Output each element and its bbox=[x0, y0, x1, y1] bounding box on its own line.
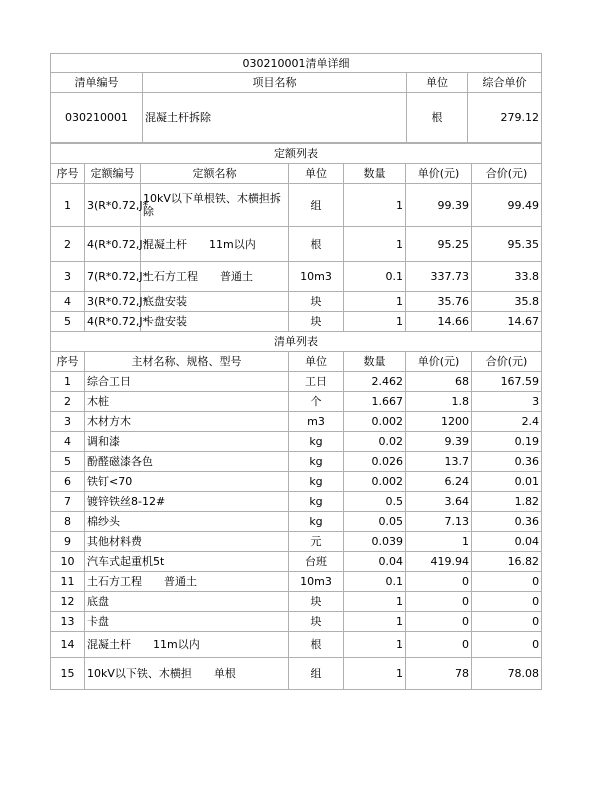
material-qty: 0.002 bbox=[344, 412, 406, 432]
material-row bbox=[51, 572, 542, 592]
material-unit: 块 bbox=[289, 592, 344, 612]
material-qty: 0.04 bbox=[344, 552, 406, 572]
material-name: 木桩 bbox=[85, 392, 289, 412]
material-unit: 台班 bbox=[289, 552, 344, 572]
material-total: 1.82 bbox=[472, 492, 542, 512]
material-qty: 0.5 bbox=[344, 492, 406, 512]
material-row bbox=[51, 552, 542, 572]
row-number: 5 bbox=[51, 452, 85, 472]
material-total: 0.36 bbox=[472, 512, 542, 532]
code-label: 清单编号 bbox=[51, 73, 143, 93]
material-row bbox=[51, 532, 542, 552]
quota-total: 95.35 bbox=[472, 227, 542, 262]
column-header: 序号 bbox=[51, 352, 85, 372]
material-qty: 0.05 bbox=[344, 512, 406, 532]
material-name: 酚醛磁漆各色 bbox=[85, 452, 289, 472]
header-table bbox=[50, 53, 542, 143]
quota-price: 14.66 bbox=[406, 312, 472, 332]
quota-unit: 块 bbox=[289, 312, 344, 332]
material-row bbox=[51, 472, 542, 492]
column-header: 单位 bbox=[289, 352, 344, 372]
row-number: 14 bbox=[51, 632, 85, 658]
quota-name: 土石方工程 普通土 bbox=[141, 262, 289, 292]
material-total: 78.08 bbox=[472, 658, 542, 690]
material-qty: 0.002 bbox=[344, 472, 406, 492]
material-price: 1 bbox=[406, 532, 472, 552]
material-name: 土石方工程 普通土 bbox=[85, 572, 289, 592]
row-number: 11 bbox=[51, 572, 85, 592]
materials-table bbox=[50, 331, 542, 690]
material-qty: 1 bbox=[344, 592, 406, 612]
quota-qty: 0.1 bbox=[344, 262, 406, 292]
material-row bbox=[51, 372, 542, 392]
material-total: 0.04 bbox=[472, 532, 542, 552]
material-name: 其他材料费 bbox=[85, 532, 289, 552]
column-header: 数量 bbox=[344, 164, 406, 184]
material-total: 0 bbox=[472, 572, 542, 592]
material-name: 底盘 bbox=[85, 592, 289, 612]
material-total: 167.59 bbox=[472, 372, 542, 392]
material-price: 1200 bbox=[406, 412, 472, 432]
material-price: 1.8 bbox=[406, 392, 472, 412]
row-number: 6 bbox=[51, 472, 85, 492]
quota-code: 3(R*0.72,J* bbox=[85, 184, 141, 227]
quota-code: 3(R*0.72,J* bbox=[85, 292, 141, 312]
material-row bbox=[51, 632, 542, 658]
quota-code: 4(R*0.72,J* bbox=[85, 312, 141, 332]
material-unit: kg bbox=[289, 472, 344, 492]
material-name: 10kV以下铁、木横担 单根 bbox=[85, 658, 289, 690]
quota-code: 7(R*0.72,J* bbox=[85, 262, 141, 292]
quota-unit: 块 bbox=[289, 292, 344, 312]
item-price: 279.12 bbox=[468, 93, 542, 143]
material-name: 汽车式起重机5t bbox=[85, 552, 289, 572]
material-price: 419.94 bbox=[406, 552, 472, 572]
quota-section-title: 定额列表 bbox=[51, 144, 542, 164]
material-qty: 0.1 bbox=[344, 572, 406, 592]
column-header: 单价(元) bbox=[406, 164, 472, 184]
quota-total: 99.49 bbox=[472, 184, 542, 227]
material-unit: kg bbox=[289, 512, 344, 532]
quota-price: 337.73 bbox=[406, 262, 472, 292]
material-total: 0 bbox=[472, 632, 542, 658]
material-name: 卡盘 bbox=[85, 612, 289, 632]
quota-price: 95.25 bbox=[406, 227, 472, 262]
name-label: 项目名称 bbox=[143, 73, 407, 93]
quota-qty: 1 bbox=[344, 184, 406, 227]
item-code: 030210001 bbox=[51, 93, 143, 143]
row-number: 9 bbox=[51, 532, 85, 552]
material-qty: 1.667 bbox=[344, 392, 406, 412]
quota-row bbox=[51, 262, 542, 292]
material-qty: 0.026 bbox=[344, 452, 406, 472]
material-name: 混凝土杆 11m以内 bbox=[85, 632, 289, 658]
material-row bbox=[51, 658, 542, 690]
material-qty: 1 bbox=[344, 658, 406, 690]
quota-header-row bbox=[51, 164, 542, 184]
quota-row bbox=[51, 312, 542, 332]
material-unit: kg bbox=[289, 452, 344, 472]
row-number: 12 bbox=[51, 592, 85, 612]
row-number: 2 bbox=[51, 392, 85, 412]
quota-table bbox=[50, 143, 542, 332]
page-title: 030210001清单详细 bbox=[51, 54, 542, 73]
quota-name: 混凝土杆 11m以内 bbox=[141, 227, 289, 262]
material-name: 棉纱头 bbox=[85, 512, 289, 532]
material-price: 13.7 bbox=[406, 452, 472, 472]
material-total: 0 bbox=[472, 612, 542, 632]
material-unit: m3 bbox=[289, 412, 344, 432]
material-total: 2.4 bbox=[472, 412, 542, 432]
row-number: 3 bbox=[51, 412, 85, 432]
material-unit: kg bbox=[289, 492, 344, 512]
material-unit: 根 bbox=[289, 632, 344, 658]
materials-section-title: 清单列表 bbox=[51, 332, 542, 352]
quota-name: 卡盘安装 bbox=[141, 312, 289, 332]
material-price: 0 bbox=[406, 632, 472, 658]
row-number: 7 bbox=[51, 492, 85, 512]
material-unit: 个 bbox=[289, 392, 344, 412]
material-row bbox=[51, 412, 542, 432]
material-total: 0 bbox=[472, 592, 542, 612]
material-total: 0.01 bbox=[472, 472, 542, 492]
column-header: 定额名称 bbox=[141, 164, 289, 184]
material-qty: 2.462 bbox=[344, 372, 406, 392]
material-unit: 块 bbox=[289, 612, 344, 632]
material-price: 9.39 bbox=[406, 432, 472, 452]
material-name: 镀锌铁丝8-12# bbox=[85, 492, 289, 512]
row-number: 1 bbox=[51, 184, 85, 227]
column-header: 主材名称、规格、型号 bbox=[85, 352, 289, 372]
material-row bbox=[51, 452, 542, 472]
quota-code: 4(R*0.72,J* bbox=[85, 227, 141, 262]
item-unit: 根 bbox=[407, 93, 468, 143]
material-price: 0 bbox=[406, 612, 472, 632]
material-qty: 1 bbox=[344, 612, 406, 632]
material-total: 3 bbox=[472, 392, 542, 412]
material-price: 6.24 bbox=[406, 472, 472, 492]
quota-name: 底盘安装 bbox=[141, 292, 289, 312]
material-price: 78 bbox=[406, 658, 472, 690]
quota-total: 33.8 bbox=[472, 262, 542, 292]
quota-price: 99.39 bbox=[406, 184, 472, 227]
material-price: 7.13 bbox=[406, 512, 472, 532]
quota-total: 35.8 bbox=[472, 292, 542, 312]
material-name: 综合工日 bbox=[85, 372, 289, 392]
row-number: 5 bbox=[51, 312, 85, 332]
quota-unit: 10m3 bbox=[289, 262, 344, 292]
quota-unit: 组 bbox=[289, 184, 344, 227]
material-qty: 1 bbox=[344, 632, 406, 658]
row-number: 13 bbox=[51, 612, 85, 632]
material-row bbox=[51, 612, 542, 632]
material-price: 0 bbox=[406, 592, 472, 612]
material-unit: 组 bbox=[289, 658, 344, 690]
material-total: 16.82 bbox=[472, 552, 542, 572]
material-row bbox=[51, 392, 542, 412]
material-name: 铁钉<70 bbox=[85, 472, 289, 492]
quota-row bbox=[51, 292, 542, 312]
material-name: 木材方木 bbox=[85, 412, 289, 432]
material-row bbox=[51, 592, 542, 612]
materials-header-row bbox=[51, 352, 542, 372]
row-number: 15 bbox=[51, 658, 85, 690]
row-number: 4 bbox=[51, 292, 85, 312]
quota-total: 14.67 bbox=[472, 312, 542, 332]
material-qty: 0.02 bbox=[344, 432, 406, 452]
quota-name: 10kV以下单根铁、木横担拆除 bbox=[141, 184, 289, 227]
row-number: 2 bbox=[51, 227, 85, 262]
quota-row bbox=[51, 184, 542, 227]
material-unit: 10m3 bbox=[289, 572, 344, 592]
column-header: 数量 bbox=[344, 352, 406, 372]
material-name: 调和漆 bbox=[85, 432, 289, 452]
quota-unit: 根 bbox=[289, 227, 344, 262]
row-number: 8 bbox=[51, 512, 85, 532]
material-total: 0.36 bbox=[472, 452, 542, 472]
material-row bbox=[51, 512, 542, 532]
row-number: 1 bbox=[51, 372, 85, 392]
column-header: 定额编号 bbox=[85, 164, 141, 184]
column-header: 单位 bbox=[289, 164, 344, 184]
column-header: 合价(元) bbox=[472, 164, 542, 184]
quota-row bbox=[51, 227, 542, 262]
material-unit: 元 bbox=[289, 532, 344, 552]
price-label: 综合单价 bbox=[468, 73, 542, 93]
quota-qty: 1 bbox=[344, 312, 406, 332]
unit-label: 单位 bbox=[407, 73, 468, 93]
column-header: 序号 bbox=[51, 164, 85, 184]
material-row bbox=[51, 492, 542, 512]
material-total: 0.19 bbox=[472, 432, 542, 452]
column-header: 单价(元) bbox=[406, 352, 472, 372]
material-qty: 0.039 bbox=[344, 532, 406, 552]
material-price: 0 bbox=[406, 572, 472, 592]
material-row bbox=[51, 432, 542, 452]
row-number: 10 bbox=[51, 552, 85, 572]
material-price: 3.64 bbox=[406, 492, 472, 512]
quota-price: 35.76 bbox=[406, 292, 472, 312]
quota-qty: 1 bbox=[344, 227, 406, 262]
row-number: 3 bbox=[51, 262, 85, 292]
material-price: 68 bbox=[406, 372, 472, 392]
column-header: 合价(元) bbox=[472, 352, 542, 372]
row-number: 4 bbox=[51, 432, 85, 452]
material-unit: kg bbox=[289, 432, 344, 452]
material-unit: 工日 bbox=[289, 372, 344, 392]
quota-qty: 1 bbox=[344, 292, 406, 312]
item-name: 混凝土杆拆除 bbox=[143, 93, 407, 143]
